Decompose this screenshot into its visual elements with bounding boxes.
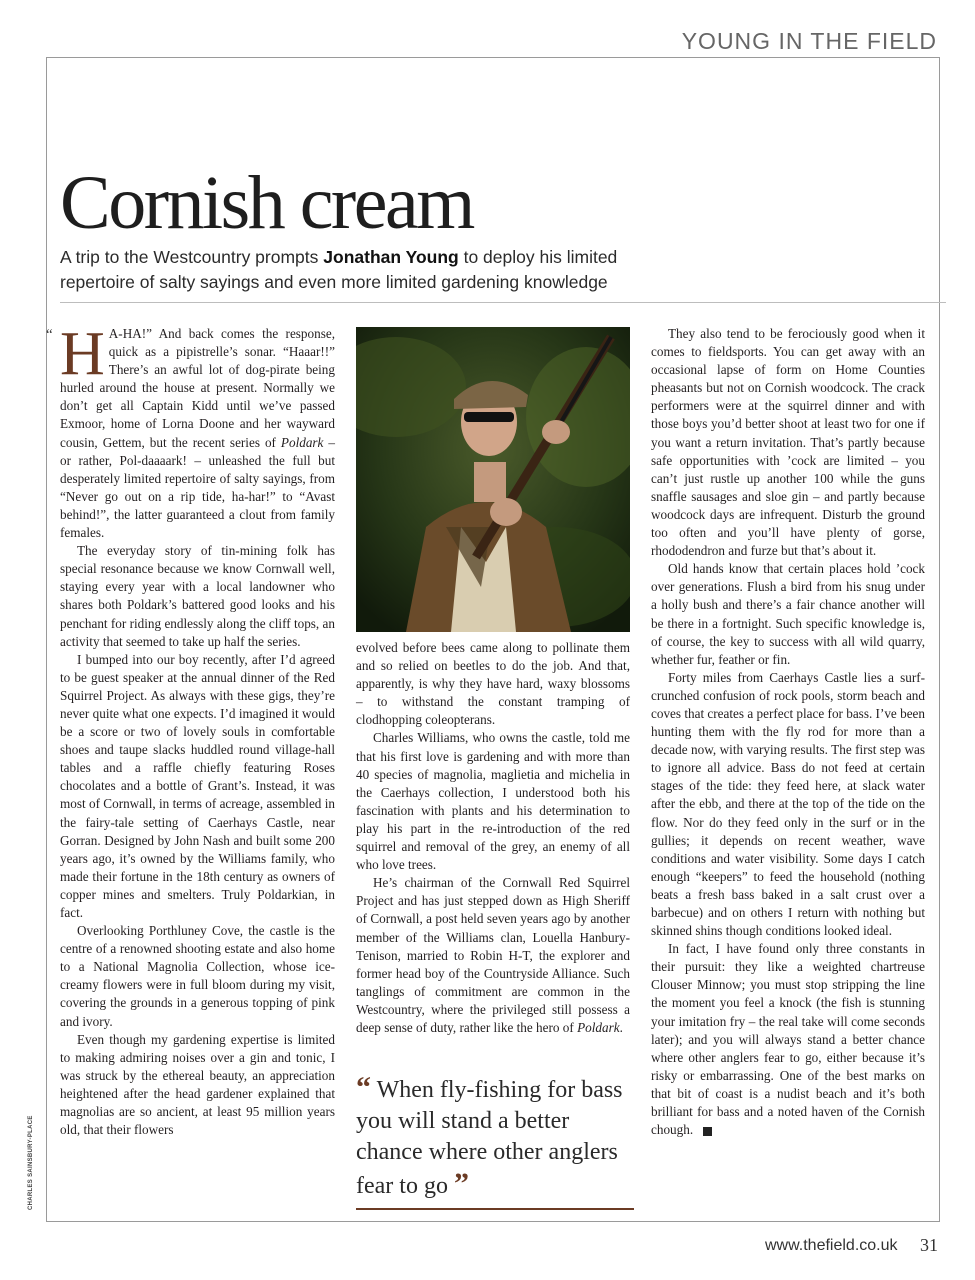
paragraph: They also tend to be ferociously good when it comes to fieldsports. You can get away with an occasional lapse of form on Home Counties pheasants but not on Cornish woodcock. The crack performers were at the squirrel dinner and with those boys you’d better shoot at least two for one if you want a return invitation. That’s partly because safe opportunities with ’cock are limited – you can’t just rustle up another 100 while the guns snaffle sausages and sloe gin – and partly because woodcock days are infrequent. Disturb the ground too often and you’ll have plenty of gorse, rhododendron and furze but that’s about it. [651,326,925,559]
headline: Cornish cream [60,161,473,245]
pull-quote-text: When fly-fishing for bass you will stand a better chance where other anglers fear to go [356,1077,623,1199]
paragraph: Forty miles from Caerhays Castle lies a surf-crunched confusion of rock pools, storm beach and coves that creates a perfect place for bass. I’ve been hunting them with the fly rod for more than a decade now, with varying results. The first step was to ignore all advice. Bass do not feed at certain stages of the tide: they feed here, at slack water after the ebb, and there at the top of the tide on the flow. Nor do they feed only in the surf or in the gullies; it depends on recent weather, wave conditions and water visibility. Some days I catch enough “keepers” to feed the household (nothing beats a fresh bass baked in a salt crust over a barbecue) and on others I return with nothing but skinned shins though conditions looked ideal. [651,669,925,939]
end-mark-icon [703,1127,712,1136]
paragraph: I bumped into our boy recently, after I’d agreed to be guest speaker at the annual dinner of the Red Squirrel Project. As always with these gigs, they’re never quite what one expects. I’d imagined it would be a score or two of lovely souls in comfortable shoes and taupe slacks huddled round village-hall tables and a raffle chiefly featuring Roses chocolates and a bottle of Grant’s. Instead, it was most of Cornwall, in terms of acreage, assembled in the fairy-tale setting of Caerhays Castle, near Gorran. Designed by John Nash and built some 200 years ago, it’s owned by the Williams family, who made their fortune in the 18th century as owners of copper mines and smelters. Truly Poldarkian, in fact. [60,651,335,920]
pull-quote-open-mark: “ [356,1071,371,1104]
text: – or rather, Pol-daaaark! – unleashed the full but desperately limited repertoire of salty sayings, from “Never go out on a rip tide, ha-har!” to “Avast behind!”, the latter guaranteed a clout from family females. [60,434,335,541]
footer-url: www.thefield.co.uk [765,1237,898,1254]
photo-man-with-gun-illustration [356,327,630,632]
photo-credit: CHARLES SAINSBURY-PLACE [28,1115,34,1210]
column-3 [651,325,925,1139]
paragraph [46,320,335,542]
paragraph: Charles Williams, who owns the castle, told me that his first love is gardening and with more than 40 species of magnolia, maglietia and michelia in the Caerhays collection, I understood both his fascination with plants and his determination to play his part in the re-introduction of the red squirrel and removal of the grey, an enemy of all who love trees. [356,730,630,873]
paragraph: evolved before bees came along to pollinate them and so relied on beetles to do the job. And that, apparently, is why they have hard, waxy blossoms – to withstand the constant tramping of clodhopping coleopterans. [356,640,630,728]
paragraph: Overlooking Porthluney Cove, the castle is the centre of a renowned shooting estate and also home to a National Magnolia Collection, whose ice-creamy flowers were in full bloom during my visit, covering the grounds in a generous topping of pink and ivory. [60,923,335,1029]
text: . [619,1019,623,1035]
standfirst-lead: A trip to the Westcountry prompts [60,247,324,267]
divider-rule [60,302,946,303]
standfirst [60,245,680,295]
drop-cap: H [60,320,105,388]
italic-title: Poldark [280,434,324,450]
section-tag: YOUNG IN THE FIELD [681,28,937,54]
paragraph: Even though my gardening expertise is limited to making admiring noises over a gin and tonic, I was struck by the ethereal beauty, an appreciation heightened after the head gardener explained that magnolias are so ancient, at least 95 million years old, that their flowers [60,1031,335,1138]
text: In fact, I have found only three constants in their pursuit: they like a weighted chartreuse Clouser Minnow; you must stop stripping the line the moment you feel a knock (the fish is stunning your imitation fry – the real take will come seconds later); and you will always stand a better chance where other anglers fear to go, either because it’s risky or embarrassing. One of the best marks on that bit of coast is a nudist beach and it’s both brilliant for bass and a noted haven of the Cornish chough. [651,941,925,1138]
text: A-HA!” And back comes the response, quick as a pipistrelle’s sonar. “Haaar!!” There’s an awful lot of dog-pirate being hurled around the house at present. Normally we don’t get all Captain Kidd until we’ve passed Exmoor, home of Lorna Doone and her wayward cousin, Gettem, but the recent series of [60,326,335,450]
pull-quote [356,1072,634,1210]
column-2 [356,639,630,1037]
open-quote-mark: “ [46,327,53,343]
article-photo [356,327,630,632]
page-number: 31 [920,1235,938,1255]
standfirst-tail: to deploy his limited repertoire of salty sayings and even more limited gardening knowledge [60,247,618,292]
pull-quote-close-mark: ” [453,1167,469,1200]
column-1 [46,320,335,1139]
italic-title: Poldark [577,1019,620,1035]
paragraph [651,940,925,1139]
author-name: Jonathan Young [323,247,459,267]
paragraph: The everyday story of tin-mining folk has special resonance because we know Cornwall well, staying every year with a local landowner who shares both Poldark’s battered good looks and his penchant for riding endlessly along the cliff tops, an activity that seemed to take up half the series. [60,543,335,649]
paragraph: Old hands know that certain places hold ’cock over generations. Flush a bird from his snug under a holly bush and there’s a fair chance another will be there in a fortnight. Such specific knowledge is, of course, the key to success with all wild quarry, whether fur, feather or fin. [651,561,925,667]
text: He’s chairman of the Cornwall Red Squirrel Project and has just stepped down as High Sheriff of Cornwall, a post held seven years ago by another member of the Williams clan, Louella Hanbury-Tenison, married to Robin H-T, the explorer and former head boy of the Countryside Alliance. Such tanglings of commitment are common in the Westcountry, where the privileged still possess a deep sense of duty, rather like the hero of [356,875,630,1035]
paragraph [356,874,630,1037]
